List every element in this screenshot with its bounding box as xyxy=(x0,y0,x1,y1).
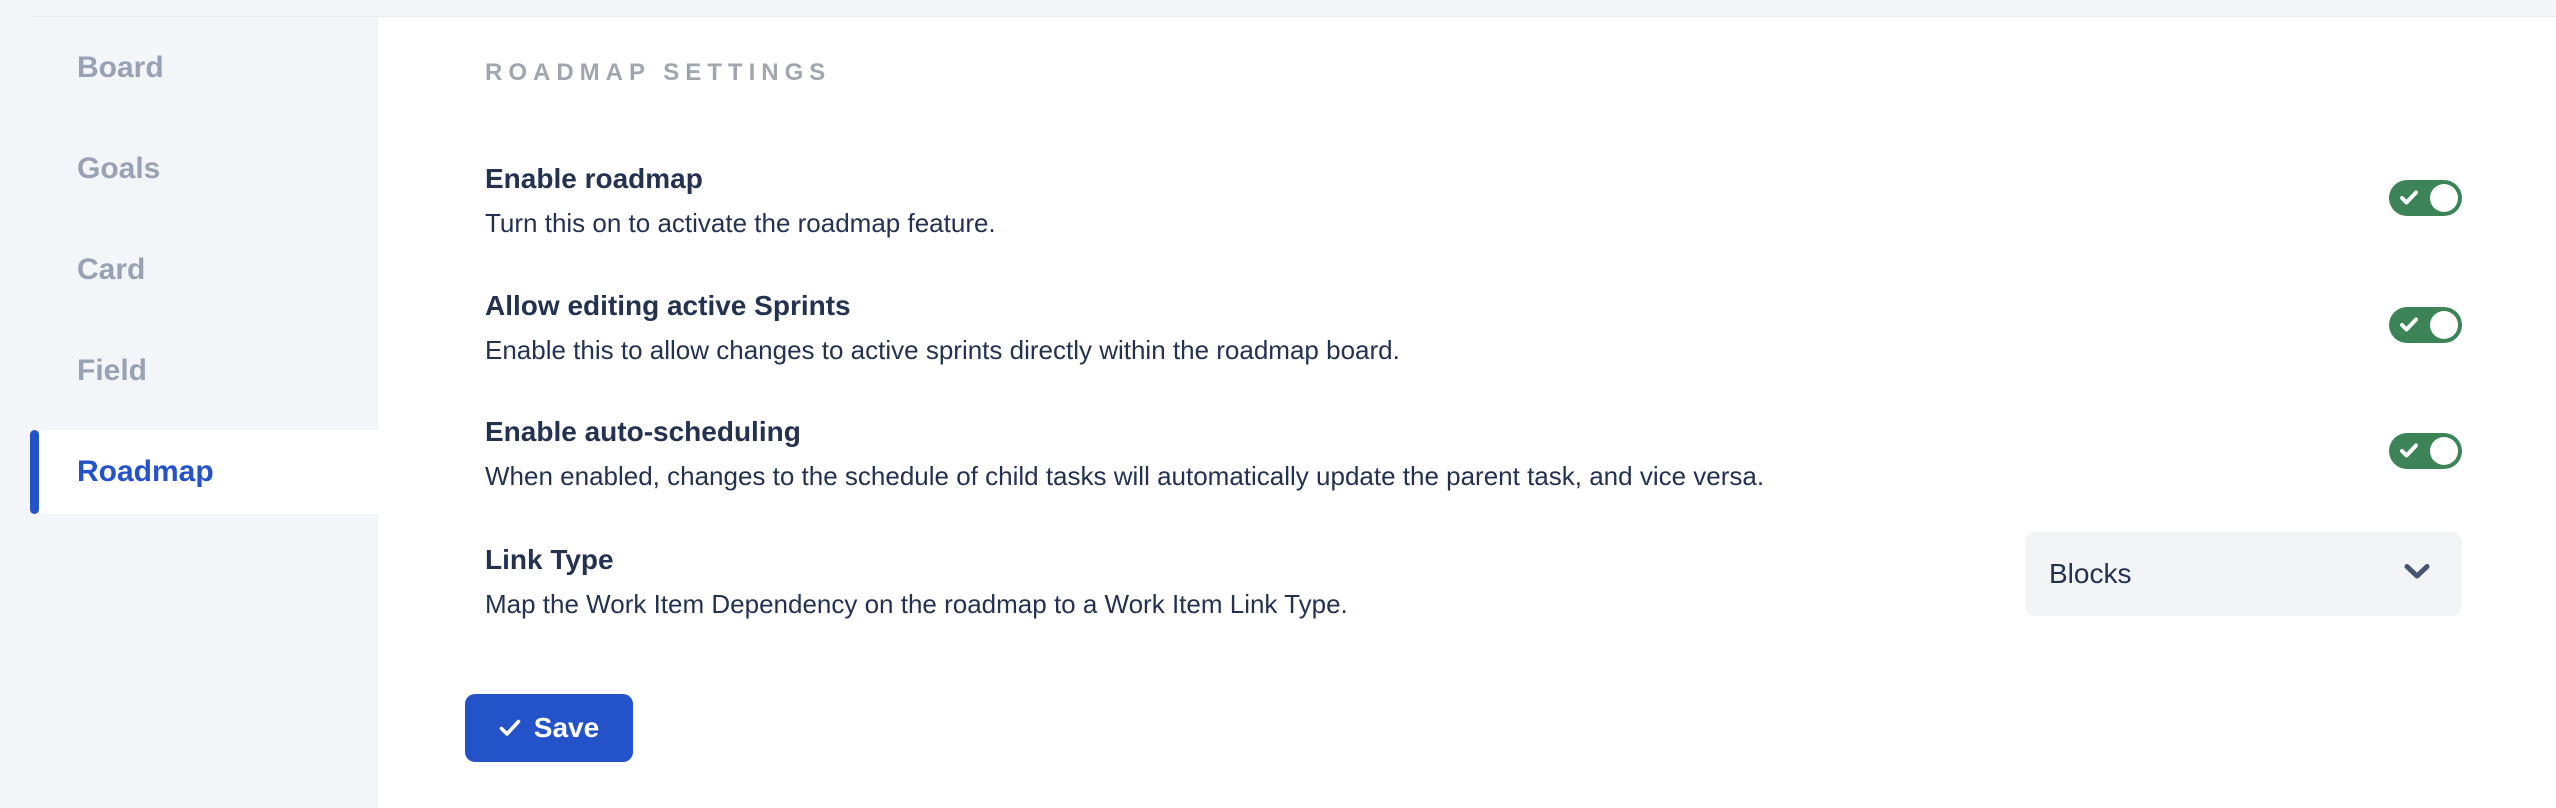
setting-description: Turn this on to activate the roadmap feature. xyxy=(485,208,996,238)
setting-description: Map the Work Item Dependency on the roadmap to a Work Item Link Type. xyxy=(485,589,1348,619)
setting-description: Enable this to allow changes to active sprints directly within the roadmap board. xyxy=(485,335,1400,365)
enable-roadmap-toggle[interactable] xyxy=(2389,180,2462,216)
sidebar-item-goals[interactable] xyxy=(0,118,378,219)
link-type-selected-value: Blocks xyxy=(2049,558,2132,589)
top-strip xyxy=(0,0,2556,17)
link-type-select[interactable] xyxy=(2025,532,2462,616)
setting-row-allow-editing-sprints xyxy=(485,292,2462,363)
sidebar-item-label: Roadmap xyxy=(77,454,214,488)
setting-title: Allow editing active Sprints xyxy=(485,290,851,321)
setting-description: When enabled, changes to the schedule of child tasks will automatically update the parent task, and vice versa. xyxy=(485,461,1765,491)
sidebar-item-label: Board xyxy=(77,50,164,84)
toggle-knob xyxy=(2430,311,2458,339)
toggle-knob xyxy=(2430,437,2458,465)
setting-row-enable-roadmap xyxy=(485,165,2462,236)
setting-title: Enable auto-scheduling xyxy=(485,416,801,447)
sidebar-item-board[interactable] xyxy=(0,17,378,118)
sidebar-active-pill xyxy=(30,430,378,514)
check-icon xyxy=(499,719,521,737)
setting-title: Enable roadmap xyxy=(485,163,703,194)
page-title: ROADMAP SETTINGS xyxy=(485,59,832,86)
sidebar-item-label: Goals xyxy=(77,151,161,185)
toggle-knob xyxy=(2430,184,2458,212)
sidebar-item-roadmap[interactable] xyxy=(0,421,378,522)
save-button-label: Save xyxy=(533,712,600,743)
check-icon xyxy=(2400,190,2418,208)
active-indicator-bar xyxy=(30,430,39,514)
sidebar-item-card[interactable] xyxy=(0,219,378,320)
setting-row-link-type xyxy=(485,546,2462,617)
sidebar-item-label: Field xyxy=(77,353,148,387)
settings-sidebar xyxy=(0,17,378,808)
sidebar-item-field[interactable] xyxy=(0,320,378,421)
settings-content xyxy=(378,17,2556,808)
allow-editing-sprints-toggle[interactable] xyxy=(2389,307,2462,343)
save-button[interactable] xyxy=(465,694,633,762)
check-icon xyxy=(2400,443,2418,461)
setting-title: Link Type xyxy=(485,544,614,575)
setting-row-auto-scheduling xyxy=(485,418,2462,489)
chevron-down-icon xyxy=(2404,563,2430,585)
sidebar-item-label: Card xyxy=(77,252,146,286)
check-icon xyxy=(2400,317,2418,335)
auto-scheduling-toggle[interactable] xyxy=(2389,433,2462,469)
